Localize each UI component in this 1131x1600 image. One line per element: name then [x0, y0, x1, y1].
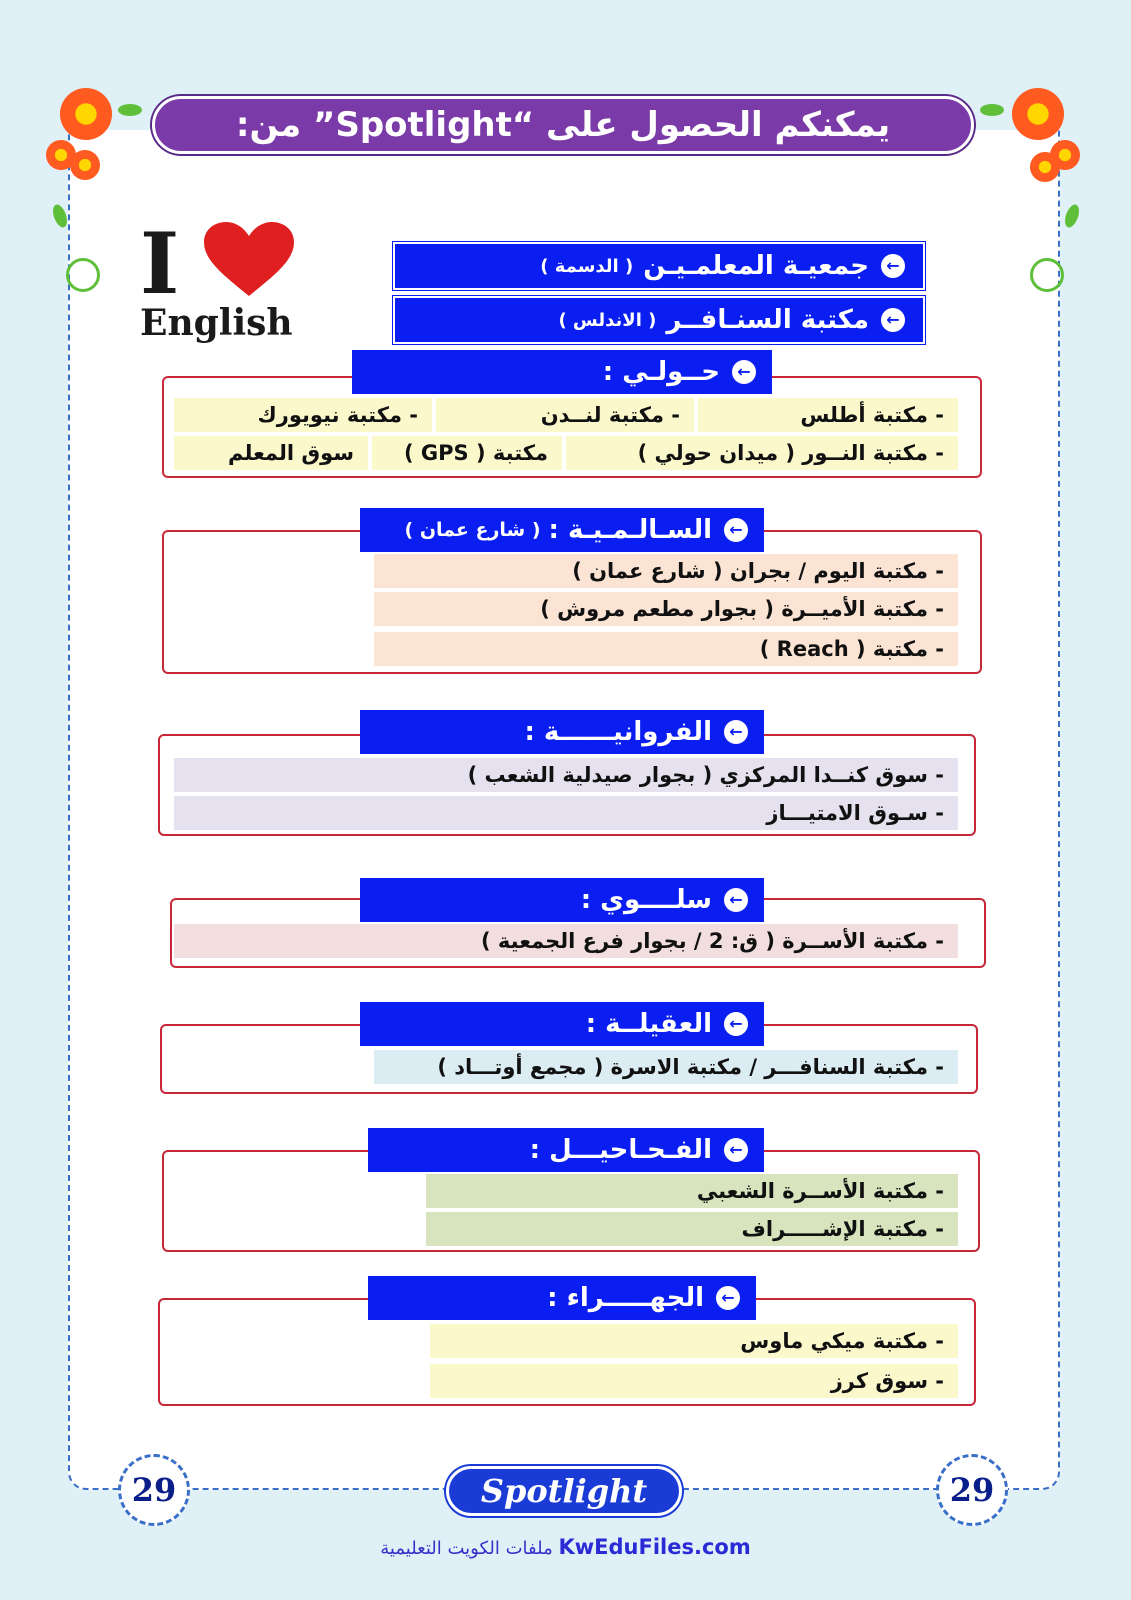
- list-item: - مكتبة الأســرة الشعبي: [426, 1174, 958, 1208]
- leaf-icon: [1062, 203, 1081, 230]
- arrow-left-icon: ←: [724, 720, 748, 744]
- list-item: - مكتبة ميكي ماوس: [430, 1324, 958, 1358]
- section-header: [368, 1276, 756, 1320]
- page-number-left: 29: [118, 1454, 190, 1526]
- logo-letter: I: [140, 214, 180, 313]
- section-header: [360, 1002, 764, 1046]
- arrow-left-icon: ←: [881, 308, 905, 332]
- list-item: - مكتبة أطلس: [698, 398, 958, 432]
- list-item: - مكتبة نيويورك: [174, 398, 432, 432]
- list-item: سوق المعلم: [174, 436, 368, 470]
- list-item: - مكتبة اليوم / بجران ( شارع عمان ): [374, 554, 958, 588]
- top-bar-note: ( الاندلس ): [558, 309, 657, 331]
- leaf-icon: [980, 104, 1004, 116]
- list-item: - مكتبة ( Reach ): [374, 632, 958, 666]
- footer-text: ملفات الكويت التعليمية: [380, 1538, 553, 1559]
- list-item: - سـوق الامتيـــاز: [174, 796, 958, 830]
- banner-title: يمكنكم الحصول على “Spotlight” من:: [235, 105, 891, 145]
- page-number-right: 29: [936, 1454, 1008, 1526]
- arrow-left-icon: ←: [716, 1286, 740, 1310]
- list-item: - سوق كرز: [430, 1364, 958, 1398]
- i-love-english-logo: [140, 214, 300, 352]
- section-title: العقيلــة :: [585, 1009, 712, 1039]
- flower-icon: [1012, 88, 1064, 140]
- list-item: - مكتبة لنــدن: [436, 398, 694, 432]
- section-header: [352, 350, 772, 394]
- section-header: [360, 710, 764, 754]
- list-item: - مكتبة السنافـــر / مكتبة الاسرة ( مجمع أوتـــاد ): [374, 1050, 958, 1084]
- section-note: ( شارع عمان ): [404, 519, 541, 541]
- spotlight-brand: Spotlight: [446, 1466, 682, 1516]
- list-item: - مكتبة الأســرة ( ق: 2 / بجوار فرع الجمعية ): [174, 924, 958, 958]
- top-bar-smurfs-library: [393, 296, 925, 344]
- section-header: [360, 878, 764, 922]
- list-item: - مكتبة الإشـــــراف: [426, 1212, 958, 1246]
- leaf-icon: [50, 203, 69, 230]
- arrow-left-icon: ←: [724, 518, 748, 542]
- header-banner: [152, 96, 974, 154]
- vine-icon: [1030, 258, 1064, 292]
- top-bar-note: ( الدسمة ): [540, 255, 634, 277]
- section-title: الفروانيــــــة :: [524, 717, 712, 747]
- list-item: - سوق كنــدا المركزي ( بجوار صيدلية الشعب ): [174, 758, 958, 792]
- vine-icon: [66, 258, 100, 292]
- logo-word: English: [140, 302, 293, 344]
- leaf-icon: [118, 104, 142, 116]
- section-title: السـالـمـيـة :: [548, 515, 712, 545]
- heart-icon: [202, 222, 296, 298]
- section-title: الفـحـاحيـــل :: [529, 1135, 712, 1165]
- section-title: الجهـــــراء :: [547, 1283, 704, 1313]
- footer: [0, 1535, 1131, 1559]
- list-item: - مكتبة الأميــرة ( بجوار مطعم مروش ): [374, 592, 958, 626]
- section-header: [360, 508, 764, 552]
- footer-site-link[interactable]: KwEduFiles.com: [558, 1535, 751, 1559]
- top-bar-title: جمعيـة المعلمـيـن: [643, 251, 869, 281]
- arrow-left-icon: ←: [732, 360, 756, 384]
- list-item: - مكتبة النــور ( ميدان حولي ): [566, 436, 958, 470]
- arrow-left-icon: ←: [881, 254, 905, 278]
- flower-icon: [60, 88, 112, 140]
- arrow-left-icon: ←: [724, 1012, 748, 1036]
- section-title: حــولـي :: [602, 357, 720, 387]
- section-header: [368, 1128, 764, 1172]
- top-bar-teachers-coop: [393, 242, 925, 290]
- arrow-left-icon: ←: [724, 888, 748, 912]
- section-title: سلــــوي :: [580, 885, 712, 915]
- flower-icon: [1030, 152, 1060, 182]
- list-item: مكتبة ( GPS ): [372, 436, 562, 470]
- flower-icon: [70, 150, 100, 180]
- top-bar-title: مكتبة السنـافــر: [666, 305, 869, 335]
- arrow-left-icon: ←: [724, 1138, 748, 1162]
